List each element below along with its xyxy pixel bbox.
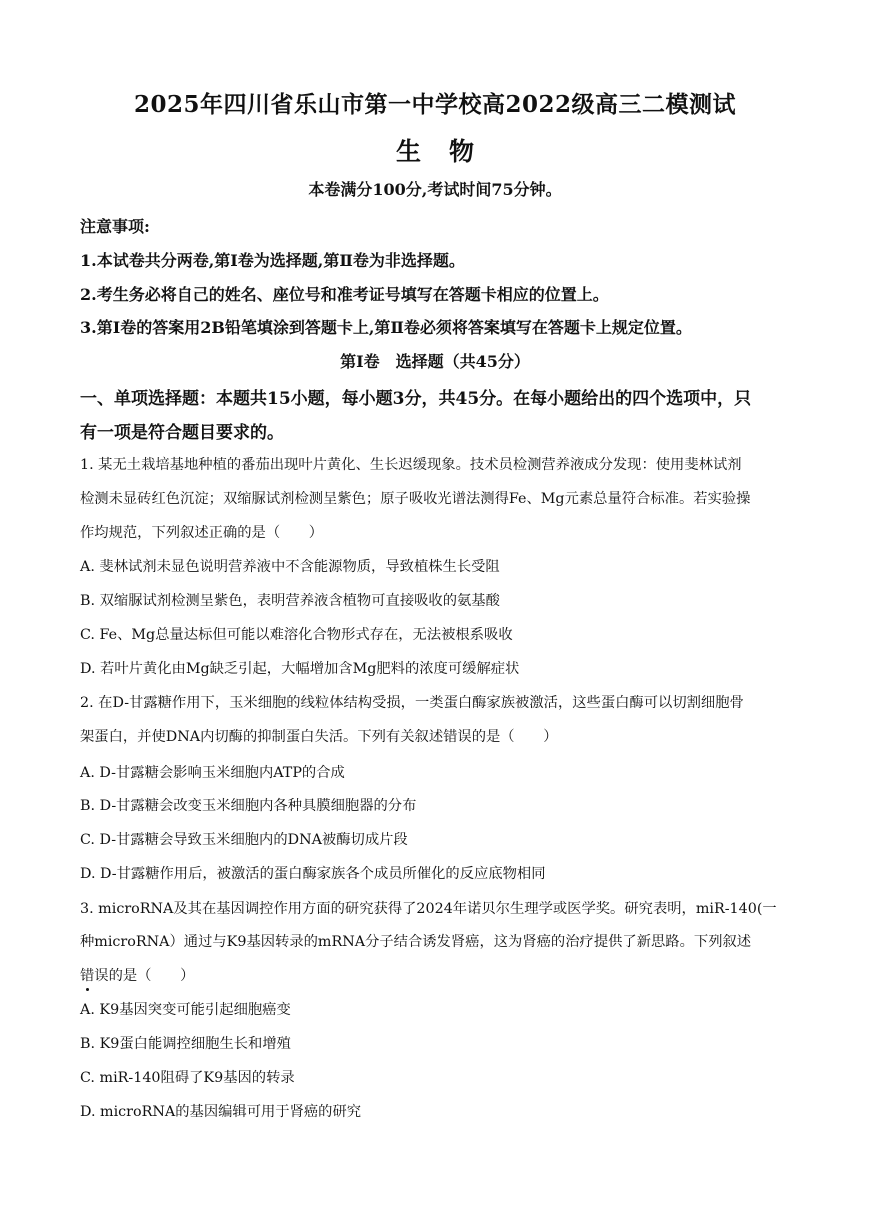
- question-2-option-c: C. D-甘露糖会导致玉米细胞内的DNA被酶切成片段: [80, 832, 408, 848]
- question-1-option-d: D. 若叶片黄化由Mg缺乏引起，大幅增加含Mg肥料的浓度可缓解症状: [80, 661, 520, 677]
- question-2-stem: 2. 在D-甘露糖作用下，玉米细胞的线粒体结构受损，一类蛋白酶家族被激活，这些蛋白酶可以切割细胞骨: [80, 695, 744, 711]
- notice-heading: 注意事项:: [80, 217, 150, 236]
- question-3-option-a: A. K9基因突变可能引起细胞癌变: [80, 1002, 291, 1018]
- question-2-stem: 架蛋白，并使DNA内切酶的抑制蛋白失活。下列有关叙述错误的是（ ）: [80, 729, 558, 745]
- question-2-option-d: D. D-甘露糖作用后，被激活的蛋白酶家族各个成员所催化的反应底物相同: [80, 866, 546, 882]
- question-1-stem: 1. 某无土栽培基地种植的番茄出现叶片黄化、生长迟缓现象。技术员检测营养液成分发现：使用斐林试剂: [80, 457, 742, 473]
- section-instruction: 有一项是符合题目要求的。: [80, 423, 284, 443]
- subject-title: 生物: [395, 137, 502, 166]
- question-3-option-d: D. microRNA的基因编辑可用于肾癌的研究: [80, 1104, 362, 1120]
- question-3-stem: 种microRNA）通过与K9基因转录的mRNA分子结合诱发肾癌，这为肾癌的治疗提供了新思路。下列叙述: [80, 934, 752, 950]
- question-2-option-a: A. D-甘露糖会影响玉米细胞内ATP的合成: [80, 765, 345, 781]
- question-3-option-c: C. miR-140阻碍了K9基因的转录: [80, 1070, 295, 1086]
- question-3-stem: 3. microRNA及其在基因调控作用方面的研究获得了2024年诺贝尔生理学或医学奖。研究表明，miR-140(一: [80, 901, 777, 917]
- emphasis-dot: [80, 965, 94, 985]
- notice-item: 1.本试卷共分两卷,第Ⅰ卷为选择题,第Ⅱ卷为非选择题。: [80, 251, 465, 270]
- question-1-stem: 检测未显砖红色沉淀；双缩脲试剂检测呈紫色；原子吸收光谱法测得Fe、Mg元素总量符合标准。若实验操: [80, 491, 751, 507]
- section-instruction: 一、单项选择题：本题共15小题，每小题3分，共45分。在每小题给出的四个选项中，只: [80, 389, 752, 409]
- notice-item: 3.第Ⅰ卷的答案用2B铅笔填涂到答题卡上,第Ⅱ卷必须将答案填写在答题卡上规定位置。: [80, 318, 692, 337]
- question-1-option-b: B. 双缩脲试剂检测呈紫色，表明营养液含植物可直接吸收的氨基酸: [80, 593, 500, 609]
- question-3-option-b: B. K9蛋白能调控细胞生长和增殖: [80, 1036, 291, 1052]
- question-2-option-b: B. D-甘露糖会改变玉米细胞内各种具膜细胞器的分布: [80, 798, 417, 814]
- question-1-option-c: C. Fe、Mg总量达标但可能以难溶化合物形式存在，无法被根系吸收: [80, 627, 513, 643]
- question-1-option-a: A. 斐林试剂未显色说明营养液中不含能源物质，导致植株生长受阻: [80, 559, 500, 575]
- notice-item: 2.考生务必将自己的姓名、座位号和准考证号填写在答题卡相应的位置上。: [80, 285, 609, 304]
- exam-title: 2025年四川省乐山市第一中学校高2022级高三二模测试: [133, 91, 737, 118]
- part1-heading: 第Ⅰ卷 选择题（共45分）: [340, 352, 530, 371]
- question-3-stem: 错误的是（ ）: [80, 968, 195, 984]
- exam-score-time: 本卷满分100分,考试时间75分钟。: [308, 180, 562, 199]
- question-1-stem: 作均规范，下列叙述正确的是（ ）: [80, 525, 324, 541]
